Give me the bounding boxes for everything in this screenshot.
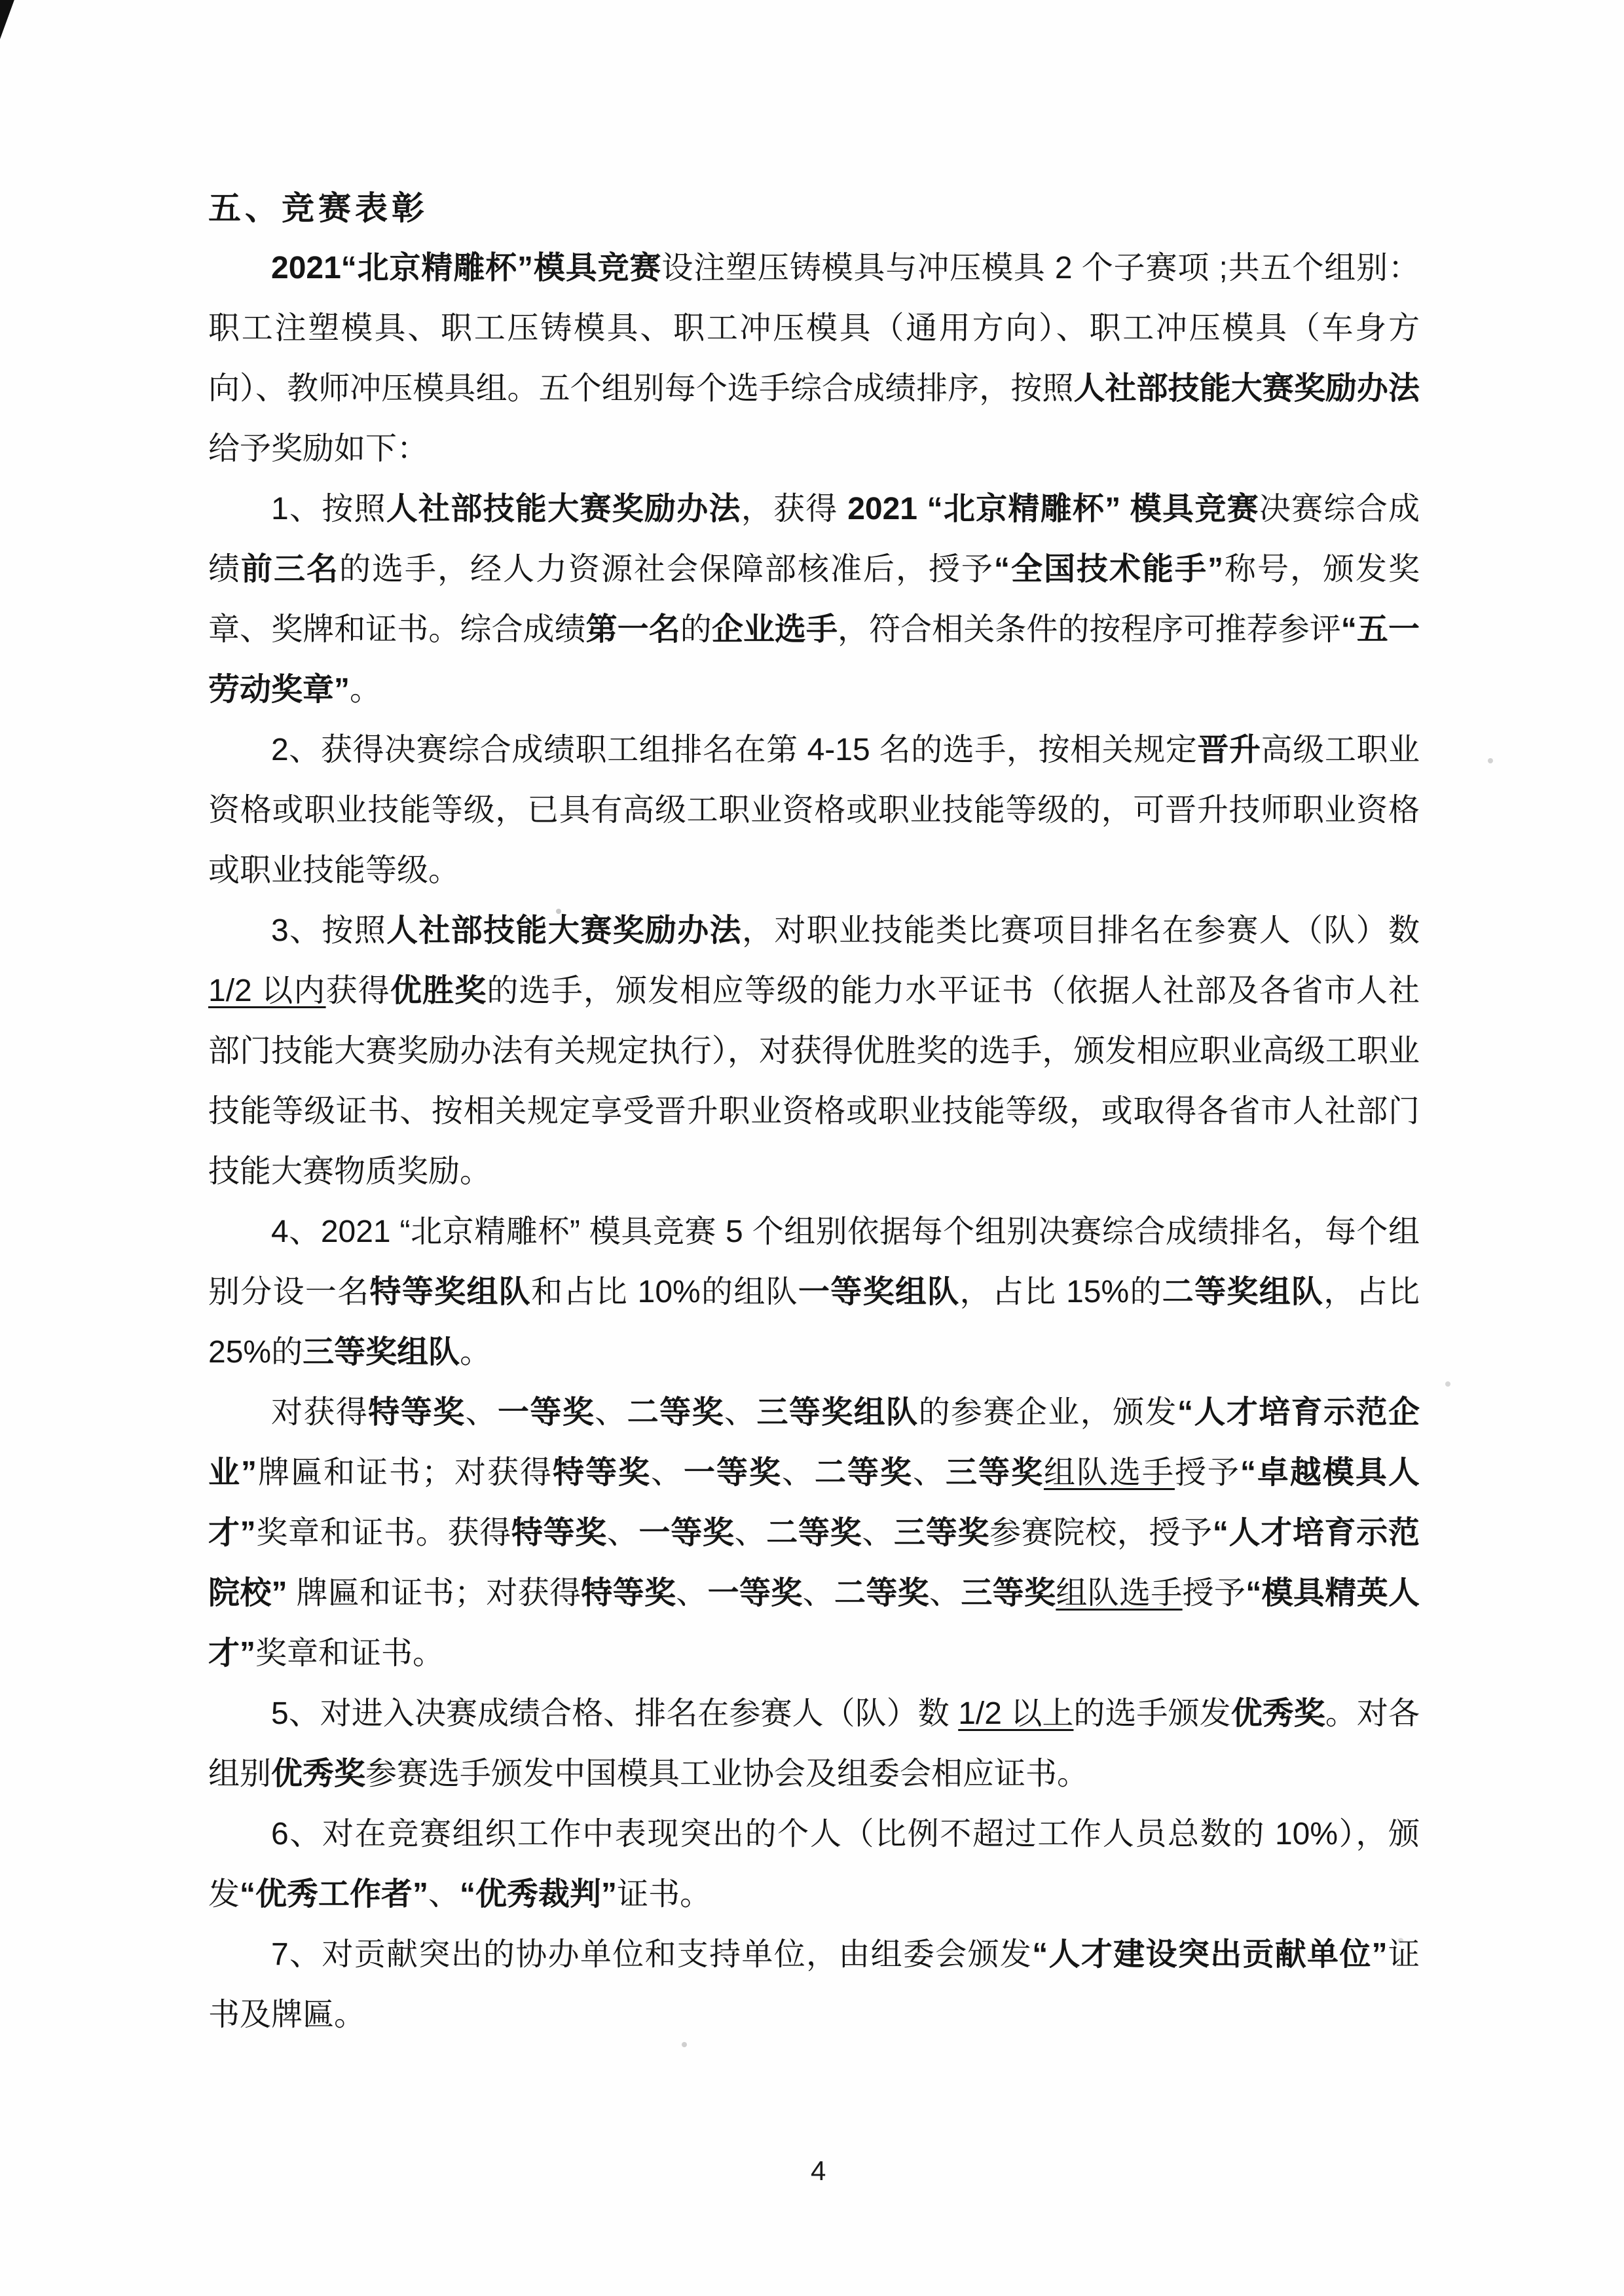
- text-run: 、: [802, 1576, 834, 1611]
- scan-speckles: [0, 0, 3, 3]
- bold-run: 一等奖: [498, 1395, 595, 1430]
- bold-run: 二等奖组队: [1162, 1275, 1324, 1309]
- bold-run: “五一劳动奖章”: [208, 612, 1420, 707]
- bold-run: 一等奖组队: [798, 1275, 960, 1309]
- bold-run: 特等奖: [581, 1576, 676, 1611]
- text-run: 的选手颁发: [1073, 1696, 1231, 1731]
- text-run: 7、对贡献突出的协办单位和支持单位，由组委会颁发: [271, 1937, 1033, 1972]
- bold-run: 一等奖: [707, 1576, 803, 1611]
- text-run: 6、对在竞赛组织工作中表现突出的个人（比例不超过工作人员总数的 10%），颁发: [208, 1817, 1420, 1912]
- bold-run: 优秀奖: [271, 1757, 366, 1791]
- bold-run: 二等奖: [766, 1516, 862, 1550]
- bold-run: 三等奖: [894, 1516, 990, 1550]
- bold-run: 人社部技能大赛奖励办法: [1073, 371, 1420, 406]
- text-run: ，对职业技能类比赛项目排名在参赛人（队）数: [741, 913, 1420, 948]
- text-run: 奖章和证书。获得: [255, 1516, 511, 1550]
- text-run: 奖章和证书。: [255, 1636, 445, 1671]
- paragraph: [208, 1804, 1420, 1925]
- text-run: 参赛选手颁发中国模具工业协会及组委会相应证书。: [365, 1757, 1089, 1791]
- bold-run: 2021“北京精雕杯”模具竞赛: [271, 251, 662, 285]
- underlined-run: 1/2 以内: [208, 974, 326, 1008]
- paragraph: [208, 901, 1420, 1202]
- text-run: 和占比 10%的组队: [531, 1275, 798, 1309]
- bold-run: 前三名: [241, 552, 339, 587]
- paragraph: [208, 238, 1420, 479]
- bold-run: 二等奖: [834, 1576, 929, 1611]
- bold-run: 一等奖: [683, 1455, 782, 1490]
- bold-run: 第一名: [585, 612, 680, 647]
- bold-run: “卓越模具人才”: [208, 1455, 1420, 1550]
- bold-run: 一等奖: [638, 1516, 735, 1550]
- text-run: 授予: [1174, 1455, 1240, 1490]
- text-run: 、: [606, 1516, 639, 1550]
- bold-run: 晋升: [1197, 733, 1261, 767]
- text-run: 2、获得决赛综合成绩职工组排名在第 4-15 名的选手，按相关规定: [271, 733, 1198, 767]
- text-block: [208, 178, 1420, 2045]
- paragraph: [208, 720, 1420, 901]
- text-run: ，获得: [741, 492, 848, 526]
- bold-run: “模具精英人才”: [208, 1576, 1420, 1671]
- text-run: ，符合相关条件的按程序可推荐参评: [838, 612, 1341, 647]
- text-run: 5、对进入决赛成绩合格、排名在参赛人（队）数: [271, 1696, 959, 1731]
- paragraph: [208, 1925, 1420, 2045]
- bold-run: 三等奖: [945, 1455, 1044, 1490]
- text-run: ，占比 25%的: [208, 1275, 1420, 1370]
- text-run: 获得: [325, 974, 390, 1008]
- paragraph: [208, 479, 1420, 720]
- text-run: 、: [734, 1516, 767, 1550]
- text-run: 对获得: [271, 1395, 369, 1430]
- bold-run: 三等奖: [961, 1576, 1056, 1611]
- bold-run: 二等奖: [627, 1395, 724, 1430]
- text-run: 参赛院校，授予: [989, 1516, 1213, 1550]
- text-run: 授予: [1182, 1576, 1246, 1611]
- bold-run: “全国技术能手”: [993, 552, 1223, 587]
- text-run: ，占比 15%的: [959, 1275, 1162, 1309]
- text-run: 决赛综合成绩: [208, 492, 1420, 587]
- bold-run: 三等奖组队: [756, 1395, 919, 1430]
- text-run: 的参赛企业，颁发: [918, 1395, 1177, 1430]
- text-run: 、: [428, 1877, 460, 1912]
- bold-run: 人社部技能大赛奖励办法: [386, 492, 741, 526]
- bold-run: “人才培育示范企业”: [208, 1395, 1420, 1490]
- text-run: 4、2021 “北京精雕杯” 模具竞赛 5 个组别依据每个组别决赛综合成绩排名，每个组别分设一名: [208, 1214, 1420, 1309]
- text-run: 3、按照: [271, 913, 387, 948]
- bold-run: 二等奖: [814, 1455, 913, 1490]
- bold-run: 三等奖组队: [303, 1335, 460, 1370]
- text-run: 称号，颁发奖章、奖牌和证书。综合成绩: [208, 552, 1420, 647]
- bold-run: 2021 “北京精雕杯” 模具竞赛: [847, 492, 1259, 526]
- underlined-run: 组队选手: [1056, 1576, 1183, 1611]
- bold-run: “人才培育示范院校”: [208, 1516, 1420, 1611]
- underlined-run: 1/2 以上: [958, 1696, 1074, 1731]
- bold-run: 人社部技能大赛奖励办法: [386, 913, 742, 948]
- text-run: 、: [929, 1576, 961, 1611]
- text-run: 的选手，颁发相应等级的能力水平证书（依据人社部及各省市人社部门技能大赛奖励办法有关规定执行），对获得优胜奖的选手，颁发相应职业高级工职业技能等级证书、按相关规定享受晋升职业资格或职业技能等级，或取得各省市人社部门技能大赛物质奖励。: [208, 974, 1420, 1189]
- bold-run: 优秀奖: [1230, 1696, 1325, 1731]
- text-run: 、: [650, 1455, 684, 1490]
- text-run: 。: [460, 1335, 492, 1370]
- paragraph: [208, 1684, 1420, 1804]
- scan-corner-artifact: [0, 0, 17, 39]
- text-run: 给予奖励如下：: [208, 431, 429, 466]
- text-run: 的: [680, 612, 712, 647]
- text-run: 、: [724, 1395, 757, 1430]
- page-number: 4: [811, 2155, 826, 2186]
- text-run: 、: [781, 1455, 815, 1490]
- bold-run: “优秀工作者”: [240, 1877, 429, 1912]
- text-run: 、: [912, 1455, 946, 1490]
- document-body: [208, 238, 1420, 2045]
- text-run: 、: [862, 1516, 895, 1550]
- text-run: 设注塑压铸模具与冲压模具 2 个子赛项 ;共五个组别：职工注塑模具、职工压铸模具、职工冲压模具（通用方向）、职工冲压模具（车身方向）、教师冲压模具组。五个组别每个选手综合成绩排序，按照: [208, 251, 1420, 406]
- bold-run: 特等奖: [511, 1516, 607, 1550]
- text-run: 1、按照: [271, 492, 386, 526]
- text-run: 。对各组别: [208, 1696, 1420, 1791]
- text-run: 、: [676, 1576, 708, 1611]
- bold-run: 特等奖组队: [369, 1275, 532, 1309]
- text-run: 、: [595, 1395, 627, 1430]
- text-run: 证书。: [617, 1877, 712, 1912]
- text-run: 的选手，经人力资源社会保障部核准后，授予: [339, 552, 994, 587]
- text-run: 、: [465, 1395, 498, 1430]
- paragraph: [208, 1383, 1420, 1684]
- text-run: 牌匾和证书；对获得: [257, 1455, 553, 1490]
- bold-run: 优胜奖: [390, 974, 487, 1008]
- text-run: 高级工职业资格或职业技能等级，已具有高级工职业资格或职业技能等级的，可晋升技师职业资格或职业技能等级。: [208, 733, 1420, 888]
- bold-run: “优秀裁判”: [460, 1877, 618, 1912]
- bold-run: “人才建设突出贡献单位”: [1032, 1937, 1388, 1972]
- text-run: 牌匾和证书；对获得: [287, 1576, 581, 1611]
- paragraph: [208, 1202, 1420, 1383]
- underlined-run: 组队选手: [1043, 1455, 1175, 1490]
- section-heading: 五、竞赛表彰: [208, 190, 428, 227]
- bold-run: 特等奖: [368, 1395, 466, 1430]
- bold-run: 企业选手: [711, 612, 838, 647]
- text-run: 证书及牌匾。: [208, 1937, 1420, 2032]
- bold-run: 特等奖: [552, 1455, 651, 1490]
- text-run: 。: [350, 672, 382, 707]
